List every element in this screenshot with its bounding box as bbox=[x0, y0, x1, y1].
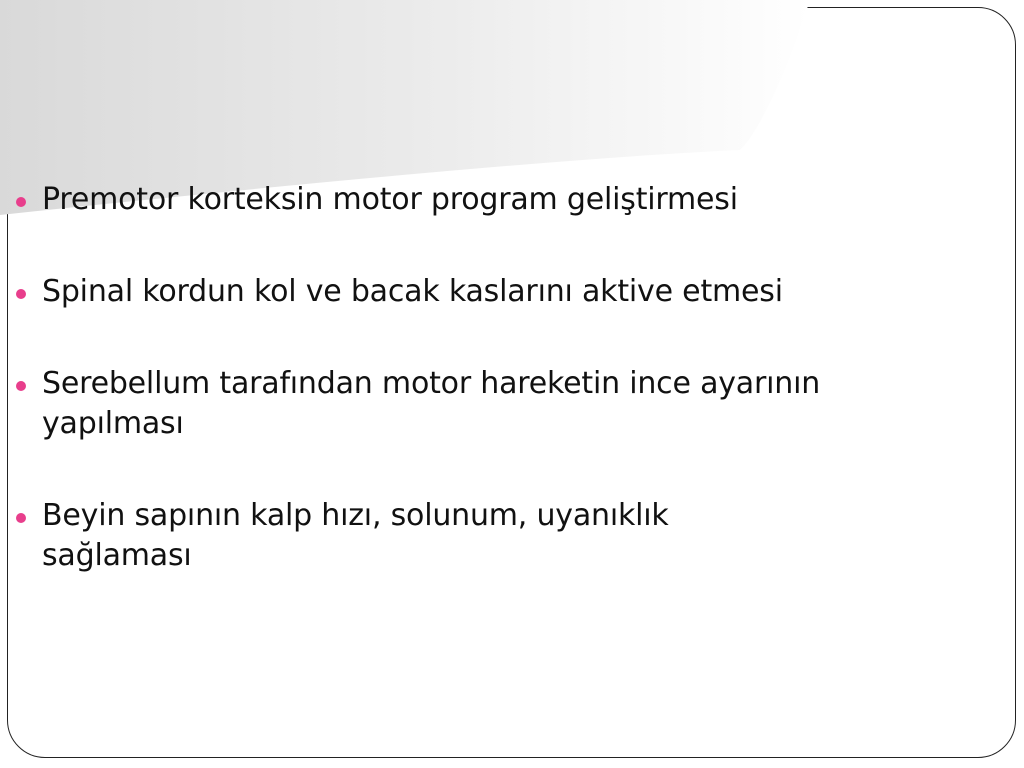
bullet-item-4 bbox=[14, 496, 974, 576]
bullet-item-1 bbox=[14, 180, 974, 220]
bullet-item-2 bbox=[14, 272, 974, 312]
content-area bbox=[14, 180, 974, 576]
bullet-dot-icon bbox=[16, 381, 26, 391]
bullet-dot-icon bbox=[16, 289, 26, 299]
bullet-text-2: Spinal kordun kol ve bacak kaslarını aktive etmesi bbox=[42, 274, 783, 309]
bullet-item-3 bbox=[14, 364, 974, 444]
bullet-list bbox=[14, 180, 974, 576]
bullet-text-3: Serebellum tarafından motor hareketin ince ayarının yapılması bbox=[42, 366, 821, 441]
bullet-dot-icon bbox=[16, 197, 26, 207]
bullet-text-1: Premotor korteksin motor program geliştirmesi bbox=[42, 182, 738, 217]
bullet-text-4: Beyin sapının kalp hızı, solunum, uyanıklık sağlaması bbox=[42, 498, 669, 573]
bullet-dot-icon bbox=[16, 513, 26, 523]
